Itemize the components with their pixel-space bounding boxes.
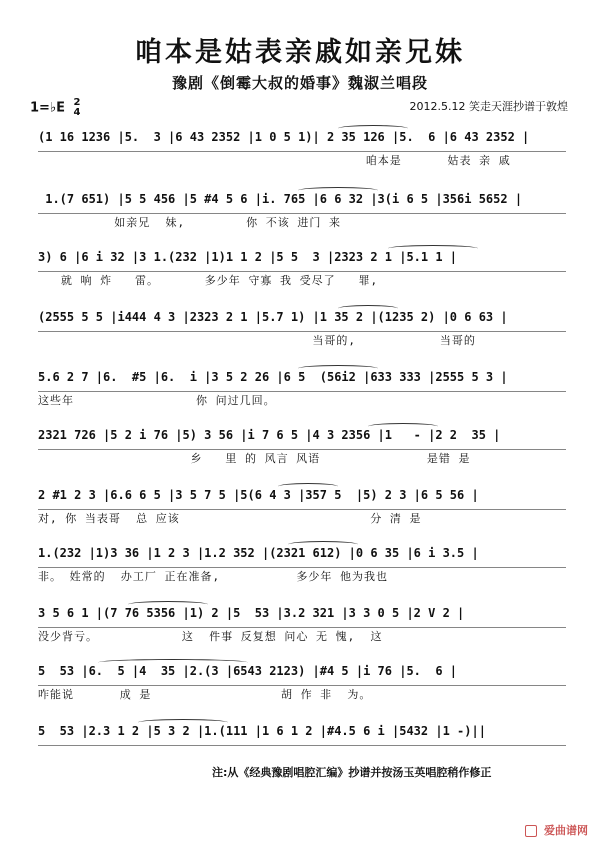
transcriber-credit: 2012.5.12 笑走天涯抄谱于敦煌 <box>409 100 568 113</box>
slur <box>98 659 248 666</box>
key-label: 1=♭E <box>30 100 65 116</box>
lyrics-line: 没少背亏。 这 件事 反复想 问心 无 愧, 这 <box>38 630 383 643</box>
slur <box>138 719 228 726</box>
score-system <box>38 192 566 232</box>
notes-line: (2555 5 5 |i444 4 3 |2323 2 1 |5.7 1) |1 35 2 |(1235 2) |0 6 63 | <box>38 310 508 324</box>
score-system <box>38 724 566 764</box>
lyrics-line: 就 响 炸 雷。 多少年 守寡 我 受尽了 罪, <box>38 274 379 287</box>
notes-line: 5.6 2 7 |6. #5 |6. i |3 5 2 26 |6 5 (56i2 |633 333 |2555 5 3 | <box>38 370 508 384</box>
score-system <box>38 130 566 170</box>
score-system <box>38 488 566 528</box>
score-system <box>38 428 566 468</box>
score-subtitle: 豫剧《倒霉大叔的婚事》魏淑兰唱段 <box>171 74 428 92</box>
lyrics-line: 如亲兄 妹, 你 不该 进门 来 <box>38 216 341 229</box>
lyrics-line: 咱本是 姑表 亲 戚 <box>38 154 511 167</box>
slur <box>298 187 378 194</box>
lyrics-line: 咋能说 成 是 胡 作 非 为。 <box>38 688 372 701</box>
watermark-text: 爱曲谱网 <box>544 824 588 837</box>
watermark <box>525 822 588 838</box>
slur <box>288 541 358 548</box>
notes-line: (1 16 1236 |5. 3 |6 43 2352 |1 0 5 1)| 2 35 126 |5. 6 |6 43 2352 | <box>38 130 530 144</box>
score-system <box>38 370 566 410</box>
slur <box>368 423 438 430</box>
time-sig-bottom: 4 <box>73 107 81 118</box>
notes-line: 1.(7 651) |5 5 456 |5 #4 5 6 |i. 765 |6 6 32 |3(i 6 5 |356i 5652 | <box>38 192 523 206</box>
score-system <box>38 310 566 350</box>
notes-line: 2321 726 |5 2 i 76 |5) 3 56 |i 7 6 5 |4 3 2356 |1 - |2 2 35 | <box>38 428 501 442</box>
notes-line: 3 5 6 1 |(7 76 5356 |1) 2 |5 53 |3.2 321 |3 3 0 5 |2 V 2 | <box>38 606 465 620</box>
slur <box>298 365 378 372</box>
music-note-icon <box>525 825 537 837</box>
notes-line: 1.(232 |1)3 36 |1 2 3 |1.2 352 |(2321 612) |0 6 35 |6 i 3.5 | <box>38 546 479 560</box>
lyrics-line: 乡 里 的 风言 风语 是错 是 <box>38 452 471 465</box>
lyrics-line <box>38 746 566 762</box>
slur <box>338 305 398 312</box>
lyrics-line: 非。 姓常的 办工厂 正在准备, 多少年 他为我也 <box>38 570 388 583</box>
score-system <box>38 664 566 704</box>
slur <box>278 483 338 490</box>
slur <box>128 601 208 608</box>
time-sig-top: 2 <box>73 97 81 108</box>
slur <box>338 125 408 132</box>
lyrics-line: 对, 你 当表哥 总 应该 分 清 是 <box>38 512 422 525</box>
key-signature <box>30 98 80 118</box>
score-system <box>38 250 566 290</box>
time-signature <box>73 98 80 118</box>
slur <box>388 245 478 252</box>
notes-line: 5 53 |6. 5 |4 35 |2.(3 |6543 2123) |#4 5 |i 76 |5. 6 | <box>38 664 458 678</box>
score-title: 咱本是姑表亲戚如亲兄妹 <box>135 37 465 68</box>
notes-line: 2 #1 2 3 |6.6 6 5 |3 5 7 5 |5(6 4 3 |357 5 |5) 2 3 |6 5 56 | <box>38 488 479 502</box>
notes-line: 3) 6 |6 i 32 |3 1.(232 |1)1 1 2 |5 5 3 |2323 2 1 |5.1 1 | <box>38 250 458 264</box>
footnote: 注:从《经典豫剧唱腔汇编》抄谱并按汤玉英唱腔稍作修正 <box>212 766 492 779</box>
score-system <box>38 606 566 646</box>
lyrics-line: 这些年 你 问过几回。 <box>38 394 276 407</box>
score-system <box>38 546 566 586</box>
notes-line: 5 53 |2.3 1 2 |5 3 2 |1.(111 |1 6 1 2 |#4.5 6 i |5432 |1 -)|| <box>38 724 486 738</box>
lyrics-line: 当哥的, 当哥的 <box>38 334 476 347</box>
